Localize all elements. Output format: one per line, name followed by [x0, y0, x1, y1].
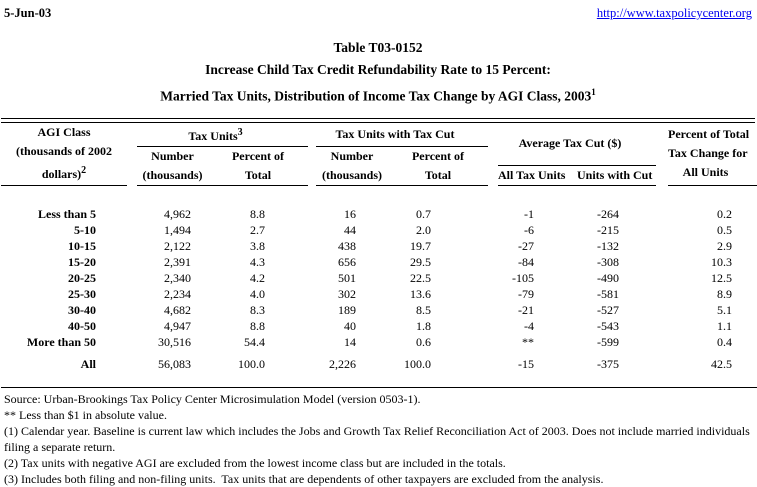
units-with-cut-percent-cell: 29.5 — [410, 254, 431, 269]
footnote-1: (1) Calendar year. Baseline is current law which includes the Jobs and Growth Tax Relief Reconciliation Act of 2003. Does not include married individuals filing a separate return. — [4, 423, 750, 454]
avg-cut-units-with-cut-cell: -132 — [597, 238, 619, 253]
avg-cut-all-units-cell: -4 — [524, 318, 534, 333]
pct-total-tax-change-cell: 0.2 — [717, 206, 732, 221]
agi-class-cell: 25-30 — [68, 286, 96, 301]
table-row — [1, 334, 757, 350]
avg-cut-all-units-cell: -105 — [512, 270, 534, 285]
table-number-title: Table T03-0152 — [333, 40, 423, 55]
table-row — [1, 238, 757, 254]
tax-units-percent-cell: 4.0 — [250, 286, 265, 301]
distribution-table — [1, 123, 757, 388]
header-number-thousands: Number (thousands) — [137, 146, 222, 185]
avg-cut-all-units-cell: -15 — [518, 356, 534, 371]
table-header — [1, 123, 757, 186]
agi-class-cell: 20-25 — [68, 270, 96, 285]
tax-units-number-cell: 1,494 — [164, 222, 191, 237]
units-with-cut-percent-cell: 22.5 — [410, 270, 431, 285]
column-gap — [308, 123, 316, 186]
avg-cut-units-with-cut-cell: -581 — [597, 286, 619, 301]
units-with-cut-percent-cell: 1.8 — [416, 318, 431, 333]
pct-total-tax-change-cell: 0.4 — [717, 334, 732, 349]
tax-units-number-cell: 2,122 — [164, 238, 191, 253]
header-percent-of-total-cut: Percent of Total — [402, 146, 488, 185]
footnote-ref-1: 1 — [591, 87, 596, 97]
units-with-cut-number-cell: 14 — [344, 334, 356, 349]
avg-cut-units-with-cut-cell: -543 — [597, 318, 619, 333]
pct-total-tax-change-cell: 1.1 — [717, 318, 732, 333]
tax-units-number-cell: 4,947 — [164, 318, 191, 333]
units-with-cut-percent-cell: 2.0 — [416, 222, 431, 237]
agi-class-cell: 5-10 — [74, 222, 96, 237]
pct-total-tax-change-cell: 0.5 — [717, 222, 732, 237]
units-with-cut-percent-cell: 0.7 — [416, 206, 431, 221]
avg-cut-all-units-cell: -6 — [524, 222, 534, 237]
units-with-cut-number-cell: 501 — [338, 270, 356, 285]
header-agi-class: AGI Class (thousands of 2002 dollars)$^2$ — [1, 123, 127, 186]
footnote-3: (3) Includes both filing and non-filing units. Tax units that are dependents of other taxpayers are excluded from the analysis. — [4, 471, 604, 486]
table-subtitle: Increase Child Tax Credit Refundability Rate to 15 Percent: — [205, 62, 551, 77]
header-units-with-cut: Units with Cut — [577, 165, 656, 185]
header-pct-total-tax-change: Percent of Total Tax Change for All Units — [668, 123, 757, 186]
tax-units-number-cell: 56,083 — [158, 356, 191, 371]
table-row — [1, 254, 757, 270]
table-subtitle-2: Married Tax Units, Distribution of Income Tax Change by AGI Class, 2003$^1$ — [160, 87, 596, 104]
tax-units-number-cell: 4,962 — [164, 206, 191, 221]
header-tax-units-group: Tax Units$^3$ — [137, 123, 308, 147]
header-tax-units-with-cut-group: Tax Units with Tax Cut — [316, 123, 488, 147]
agi-class-cell: All — [80, 356, 96, 371]
footnote-2: (2) Tax units with negative AGI are excluded from the lowest income class but are included in the totals. — [4, 455, 506, 470]
table-row — [1, 270, 757, 286]
agi-class-cell: Less than 5 — [37, 206, 96, 221]
units-with-cut-number-cell: 189 — [338, 302, 356, 317]
avg-cut-units-with-cut-cell: -527 — [597, 302, 619, 317]
tax-units-number-cell: 30,516 — [158, 334, 191, 349]
column-gap — [488, 123, 498, 186]
header-number-thousands-cut: Number (thousands) — [316, 146, 402, 185]
table-row — [1, 185, 757, 222]
avg-cut-all-units-cell: -1 — [524, 206, 534, 221]
report-date: 5-Jun-03 — [4, 6, 52, 20]
taxpolicycenter-link[interactable]: http://www.taxpolicycenter.org — [596, 6, 752, 20]
tax-units-number-cell: 4,682 — [164, 302, 191, 317]
top-bar — [1, 4, 755, 21]
source-note: Source: Urban-Brookings Tax Policy Center Microsimulation Model (version 0503-1). — [4, 391, 421, 406]
pct-total-tax-change-cell: 42.5 — [711, 356, 732, 371]
pct-total-tax-change-cell: 12.5 — [711, 270, 732, 285]
table-row — [1, 222, 757, 238]
avg-cut-all-units-cell: -21 — [518, 302, 534, 317]
table-row — [1, 302, 757, 318]
units-with-cut-number-cell: 656 — [338, 254, 356, 269]
table-row — [1, 286, 757, 302]
avg-cut-units-with-cut-cell: -264 — [597, 206, 619, 221]
units-with-cut-percent-cell: 0.6 — [416, 334, 431, 349]
avg-cut-all-units-cell: -84 — [518, 254, 534, 269]
avg-cut-units-with-cut-cell: -308 — [597, 254, 619, 269]
units-with-cut-number-cell: 302 — [338, 286, 356, 301]
agi-class-cell: 15-20 — [68, 254, 96, 269]
tax-units-percent-cell: 8.8 — [250, 318, 265, 333]
footnote-ref-2: 2 — [81, 164, 87, 176]
tax-units-number-cell: 2,391 — [164, 254, 191, 269]
asterisk-note: ** Less than $1 in absolute value. — [4, 407, 167, 422]
tax-units-percent-cell: 3.8 — [250, 238, 265, 253]
footnotes — [1, 388, 755, 487]
pct-total-tax-change-cell: 8.9 — [717, 286, 732, 301]
header-percent-of-total: Percent of Total — [222, 146, 308, 185]
tax-units-percent-cell: 100.0 — [238, 356, 265, 371]
agi-class-cell: 30-40 — [68, 302, 96, 317]
tax-units-number-cell: 2,340 — [164, 270, 191, 285]
avg-cut-units-with-cut-cell: -375 — [597, 356, 619, 371]
tax-units-number-cell: 2,234 — [164, 286, 191, 301]
avg-cut-all-units-cell: -27 — [518, 238, 534, 253]
avg-cut-units-with-cut-cell: -599 — [597, 334, 619, 349]
column-gap — [127, 123, 137, 186]
units-with-cut-percent-cell: 13.6 — [410, 286, 431, 301]
avg-cut-units-with-cut-cell: -215 — [597, 222, 619, 237]
units-with-cut-number-cell: 2,226 — [329, 356, 356, 371]
agi-class-cell: 10-15 — [68, 238, 96, 253]
title-block — [1, 37, 755, 108]
footnote-ref-3: 3 — [237, 126, 243, 138]
pct-total-tax-change-cell: 5.1 — [717, 302, 732, 317]
tax-units-percent-cell: 8.3 — [250, 302, 265, 317]
column-gap — [656, 123, 668, 186]
tax-units-percent-cell: 2.7 — [250, 222, 265, 237]
units-with-cut-percent-cell: 8.5 — [416, 302, 431, 317]
avg-cut-all-units-cell: -79 — [518, 286, 534, 301]
units-with-cut-percent-cell: 19.7 — [410, 238, 431, 253]
units-with-cut-number-cell: 438 — [338, 238, 356, 253]
header-average-tax-cut-group: Average Tax Cut ($) — [498, 123, 656, 166]
table-row — [1, 318, 757, 334]
pct-total-tax-change-cell: 2.9 — [717, 238, 732, 253]
table-body — [1, 185, 757, 387]
pct-total-tax-change-cell: 10.3 — [711, 254, 732, 269]
avg-cut-units-with-cut-cell: -490 — [597, 270, 619, 285]
tax-units-percent-cell: 54.4 — [244, 334, 265, 349]
units-with-cut-number-cell: 40 — [344, 318, 356, 333]
agi-class-cell: More than 50 — [26, 334, 96, 349]
avg-cut-all-units-cell: ** — [522, 334, 534, 349]
agi-class-cell: 40-50 — [68, 318, 96, 333]
units-with-cut-number-cell: 44 — [344, 222, 356, 237]
tax-units-percent-cell: 4.3 — [250, 254, 265, 269]
table-row-total — [1, 350, 757, 388]
tax-units-percent-cell: 4.2 — [250, 270, 265, 285]
units-with-cut-percent-cell: 100.0 — [404, 356, 431, 371]
tax-units-percent-cell: 8.8 — [250, 206, 265, 221]
units-with-cut-number-cell: 16 — [344, 206, 356, 221]
header-all-tax-units: All Tax Units — [498, 165, 577, 185]
